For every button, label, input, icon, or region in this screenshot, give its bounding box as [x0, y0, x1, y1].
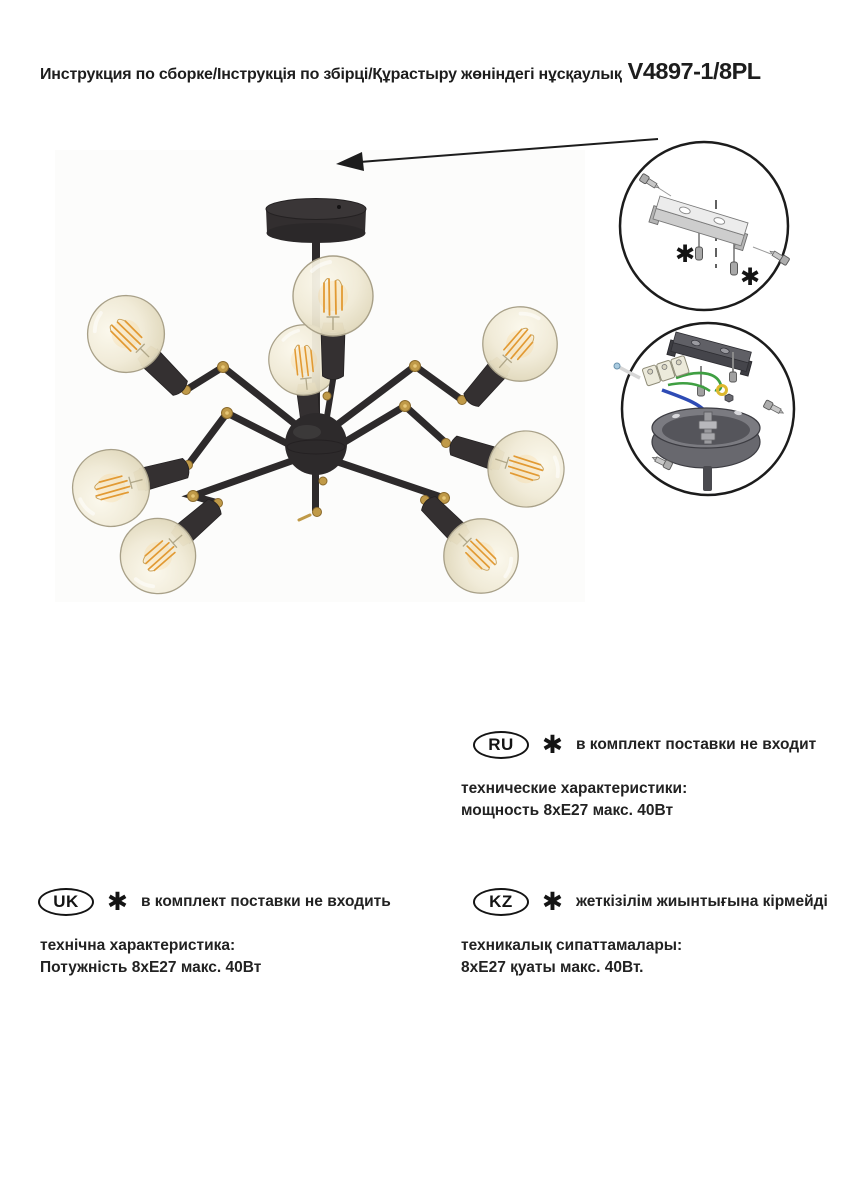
down-rod [703, 466, 712, 491]
uk-spec-title: технічна характеристика: [40, 937, 236, 954]
ceiling-mount-canopy [266, 199, 366, 244]
uk-specs [40, 935, 261, 979]
chandelier-photo [55, 150, 585, 609]
asterisk-icon: ✱ [107, 888, 128, 916]
kz-spec-value: 8хЕ27 қуаты макс. 40Вт. [461, 959, 644, 976]
central-ball [285, 413, 347, 475]
kz-note-text: жеткізілім жиынтығына кірмейді [575, 893, 828, 910]
canopy-wiring-detail [614, 323, 794, 495]
kz-spec-title: техникалық сипаттамалары: [461, 937, 683, 954]
ru-spec-title: технические характеристики: [461, 780, 688, 797]
nut-icon [725, 394, 733, 402]
ru-specs [461, 778, 687, 822]
title-text: Инструкция по сборке/Інструкція по збірці/Құрастыру жөніндегі нұсқаулық [40, 66, 622, 83]
mounting-bracket-detail [620, 142, 790, 310]
ru-language-badge: RU [473, 731, 529, 759]
model-number: V4897-1/8PL [627, 58, 761, 84]
kz-language-badge: KZ [473, 888, 529, 916]
ru-note-text: в комплект поставки не входит [575, 736, 817, 753]
uk-note-row [38, 888, 391, 916]
wire-tip [614, 363, 620, 369]
ru-spec-value: мощность 8хЕ27 макс. 40Вт [461, 802, 674, 819]
asterisk-icon: ✱ [675, 241, 696, 268]
kz-note-row [473, 888, 828, 916]
asterisk-icon: ✱ [740, 264, 761, 291]
asterisk-icon: ✱ [542, 888, 563, 916]
ru-note-row [473, 731, 816, 759]
asterisk-icon: ✱ [542, 731, 563, 759]
uk-note-text: в комплект поставки не входить [140, 893, 391, 910]
uk-language-badge: UK [38, 888, 94, 916]
kz-specs [461, 935, 682, 979]
uk-spec-value: Потужність 8хЕ27 макс. 40Вт [40, 959, 262, 976]
